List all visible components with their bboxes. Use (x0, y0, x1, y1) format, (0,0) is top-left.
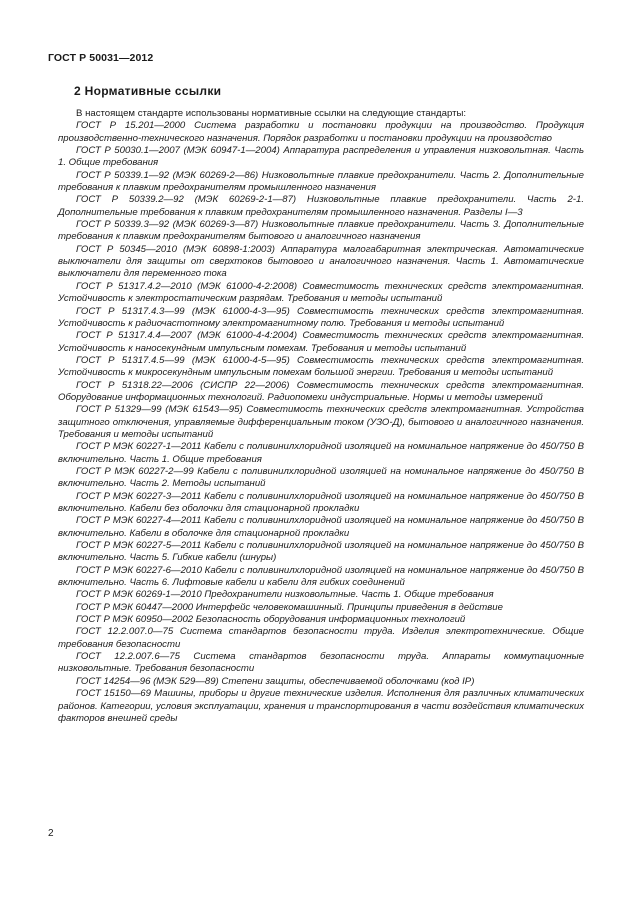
reference-item: ГОСТ Р 50345—2010 (МЭК 60898-1:2003) Аппаратура малогабаритная электрическая. Автоматические выключатели для защиты от сверхтоков бытового и аналогичного назначения. Часть 1. Автоматические выключатели для переменного тока (58, 243, 584, 280)
reference-item: ГОСТ Р 51329—99 (МЭК 61543—95) Совместимость технических средств электромагнитная. Устройства защитного отключения, управляемые дифференциальным током (УЗО-Д), бытового и аналогичного назначения. Требования и методы испытаний (58, 404, 584, 440)
reference-item: ГОСТ Р 50339.1—92 (МЭК 60269-2—86) Низковольтные плавкие предохранители. Часть 2. Дополнительные требования к плавким предохранителям промышленного назначения (58, 169, 584, 194)
reference-item: ГОСТ Р МЭК 60227-5—2011 Кабели с поливинилхлоридной изоляцией на номинальное напряжение до 450/750 В включительно. Часть 5. Гибкие кабели (шнуры) (58, 540, 584, 564)
reference-item: ГОСТ Р МЭК 60227-6—2010 Кабели с поливинилхлоридной изоляцией на номинальное напряжение до 450/750 В включительно. Часть 6. Лифтовые кабели и кабели для гибких соединений (58, 564, 584, 589)
reference-item: ГОСТ 12.2.007.0—75 Система стандартов безопасности труда. Изделия электротехнические. Общие требования безопасности (58, 626, 584, 650)
reference-item: ГОСТ 12.2.007.6—75 Система стандартов безопасности труда. Аппараты коммутационные низковольтные. Требования безопасности (58, 651, 584, 675)
reference-item: ГОСТ Р 51317.4.3—99 (МЭК 61000-4-3—95) Совместимость технических средств электромагнитная. Устойчивость к радиочастотному электромагнитному полю. Требования и методы испытаний (58, 305, 584, 329)
page-number: 2 (48, 828, 54, 839)
section-title: 2 Нормативные ссылки (74, 84, 222, 98)
reference-item: ГОСТ Р МЭК 60227-2—99 Кабели с поливинилхлоридной изоляцией на номинальное напряжение до 450/750 В включительно. Часть 2. Методы испытаний (58, 465, 584, 490)
intro-paragraph: В настоящем стандарте использованы нормативные ссылки на следующие стандарты: (76, 108, 467, 119)
reference-item: ГОСТ Р МЭК 60950—2002 Безопасность оборудования информационных технологий (76, 614, 466, 626)
reference-item: ГОСТ Р МЭК 60447—2000 Интерфейс человекомашинный. Принципы приведения в действие (76, 601, 503, 613)
section-body (58, 108, 584, 725)
document-code-header: ГОСТ Р 50031—2012 (48, 52, 154, 64)
reference-item: ГОСТ 14254—96 (МЭК 529—89) Степени защиты, обеспечиваемой оболочками (код IP) (76, 675, 475, 687)
reference-item: ГОСТ Р МЭК 60227-1—2011 Кабели с поливинилхлоридной изоляцией на номинальное напряжение до 450/750 В включительно. Часть 1. Общие требования (58, 441, 584, 465)
reference-item: ГОСТ Р 51317.4.2—2010 (МЭК 61000-4-2:2008) Совместимость технических средств электромагнитная. Устойчивость к электростатическим разрядам. Требования и методы испытаний (58, 280, 584, 305)
reference-item: ГОСТ Р МЭК 60227-3—2011 Кабели с поливинилхлоридной изоляцией на номинальное напряжение до 450/750 В включительно. Кабели без оболочки для стационарной прокладки (58, 490, 584, 514)
reference-item: ГОСТ 15150—69 Машины, приборы и другие технические изделия. Исполнения для различных климатических районов. Категории, условия эксплуатации, хранения и транспортирования в части воздействия климатических факторов внешней среды (58, 688, 584, 724)
reference-item: ГОСТ Р 51317.4.4—2007 (МЭК 61000-4-4:2004) Совместимость технических средств электромагнитная. Устойчивость к наносекундным импульсным помехам. Требования и методы испытаний (58, 330, 584, 354)
reference-item: ГОСТ Р 15.201—2000 Система разработки и постановки продукции на производство. Продукция производственно-технического назначения. Порядок разработки и постановки продукции на производство (58, 120, 584, 144)
reference-item: ГОСТ Р 50339.3—92 (МЭК 60269-3—87) Низковольтные плавкие предохранители. Часть 3. Дополнительные требования к плавким предохранителям бытового и аналогичного назначения (58, 219, 584, 243)
reference-item: ГОСТ Р 51318.22—2006 (СИСПР 22—2006) Совместимость технических средств электромагнитная. Оборудование информационных технологий. Радиопомехи индустриальные. Нормы и методы измерений (58, 379, 584, 403)
reference-item: ГОСТ Р 50030.1—2007 (МЭК 60947-1—2004) Аппаратура распределения и управления низковольтная. Часть 1. Общие требования (58, 145, 584, 169)
reference-item: ГОСТ Р МЭК 60227-4—2011 Кабели с поливинилхлоридной изоляцией на номинальное напряжение до 450/750 В включительно. Кабели в оболочке для стационарной прокладки (58, 515, 584, 539)
reference-item: ГОСТ Р МЭК 60269-1—2010 Предохранители низковольтные. Часть 1. Общие требования (76, 589, 494, 601)
reference-item: ГОСТ Р 50339.2—92 (МЭК 60269-2-1—87) Низковольтные плавкие предохранители. Часть 2-1. Дополнительные требования к плавким предохранителям промышленного назначения. Разделы I—3 (58, 194, 584, 218)
reference-item: ГОСТ Р 51317.4.5—99 (МЭК 61000-4-5—95) Совместимость технических средств электромагнитная. Устойчивость к микросекундным импульсным помехам большой энергии. Требования и методы испытаний (58, 354, 584, 379)
